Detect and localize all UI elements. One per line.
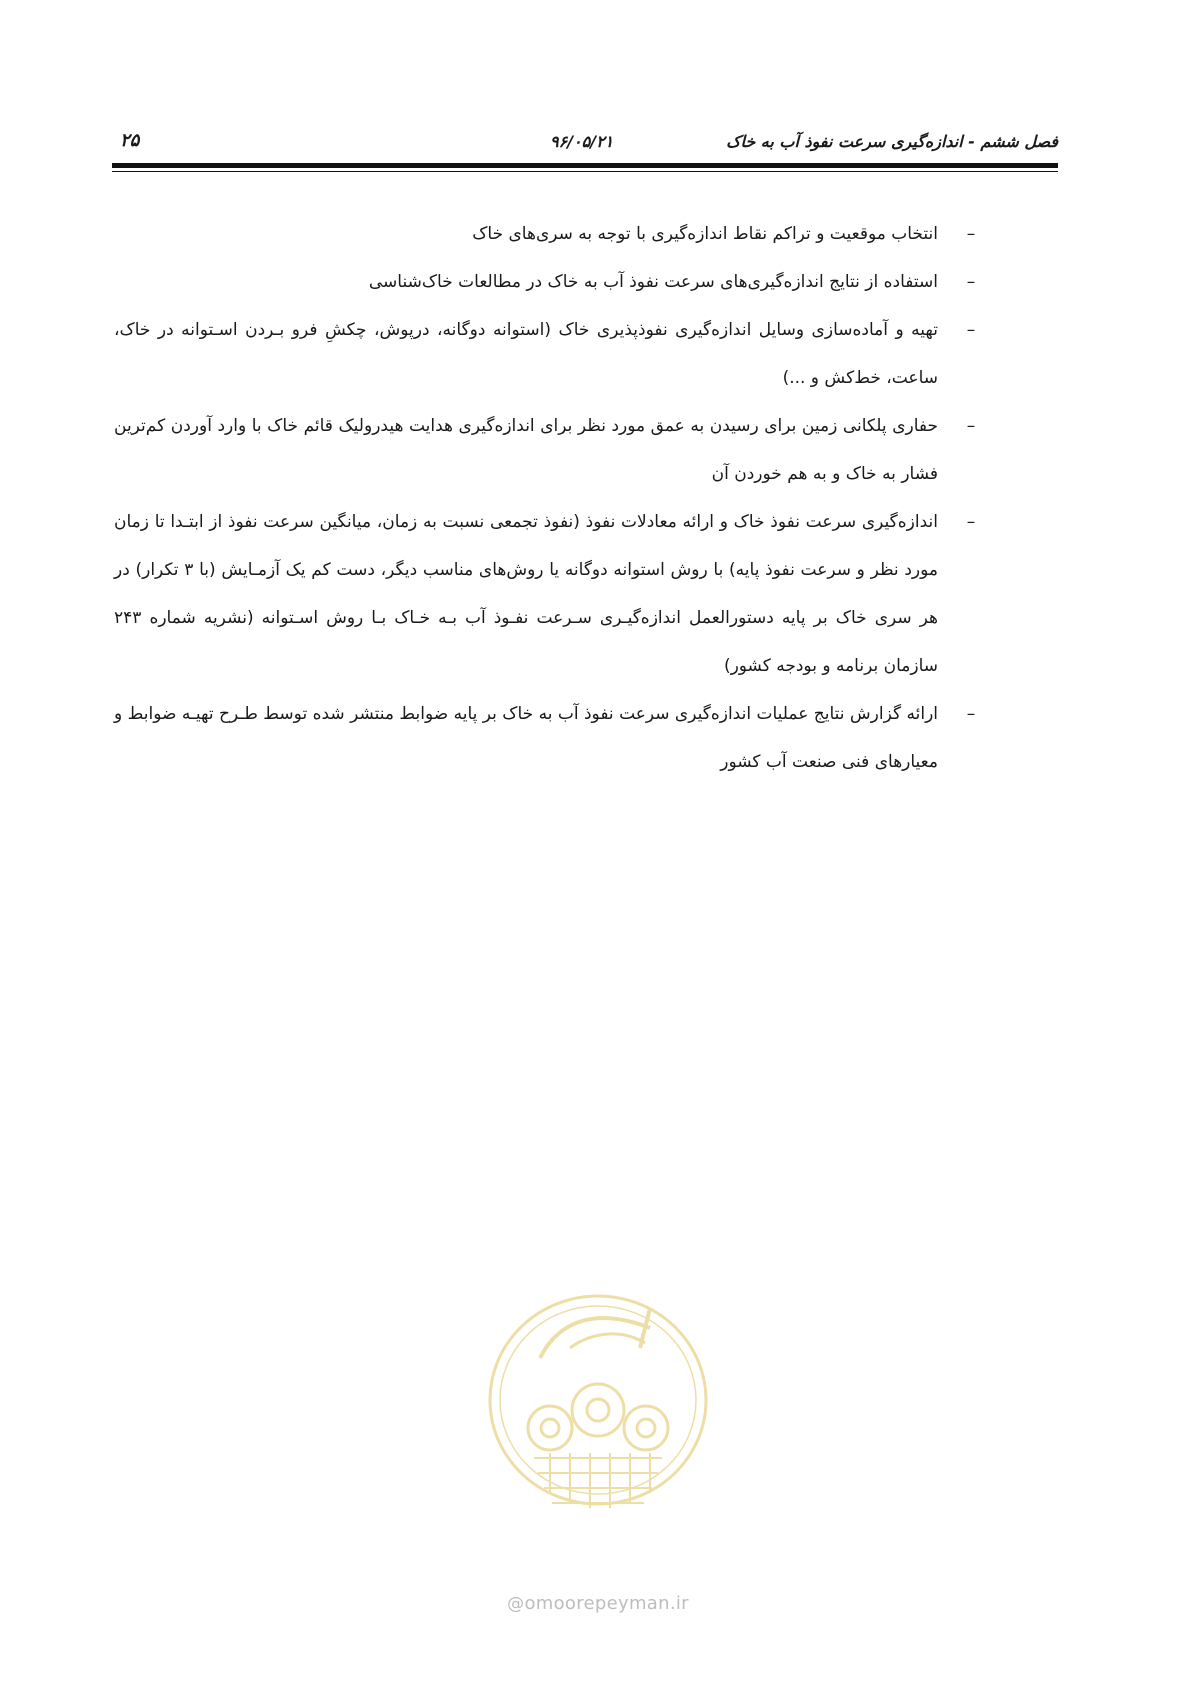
header-rule-thick xyxy=(112,163,1058,168)
watermark-seal-icon xyxy=(480,1288,716,1588)
list-item-text: استفاده از نتایج اندازه‌گیری‌های سرعت نفوذ آب به خاک در مطالعات خاک‌شناسی xyxy=(368,272,938,292)
list-item-text: اندازه‌گیری سرعت نفوذ خاک و ارائه معادلات نفوذ (نفوذ تجمعی نسبت به زمان، میانگین سرعت نفوذ از ابتـدا تا زمان مورد نظر و سرعت نفوذ پایه) با روش استوانه دوگانه یا روش‌های مناسب دیگر، دست کم یک آزمـایش (با ۳ تکرار) در هر سری خاک بر پایه دستورالعمل اندازه‌گیـری سـرعت نفـوذ آب بـه خـاک بـا روش اسـتوانه (نشریه شماره ۲۴۳ سازمان برنامه و بودجه کشور) xyxy=(114,512,938,676)
watermark-logo xyxy=(480,1288,716,1588)
body-content xyxy=(114,210,990,786)
chapter-title: فصل ششم - اندازه‌گیری سرعت نفوذ آب به خاک xyxy=(726,132,1058,151)
list-item xyxy=(114,258,990,306)
page-number: ۲۵ xyxy=(120,130,140,151)
list-item-text: تهیه و آماده‌سازی وسایل اندازه‌گیری نفوذپذیری خاک (استوانه دوگانه، درپوش، چکشِ فرو بـردن اسـتوانه در خاک، ساعت، خط‌کش و ...) xyxy=(114,320,938,388)
dash-bullet: – xyxy=(966,320,976,340)
watermark-url: @omoorepeyman.ir xyxy=(507,1593,689,1614)
dash-bullet: – xyxy=(966,416,976,436)
list-item-text: حفاری پلکانی زمین برای رسیدن به عمق مورد نظر برای اندازه‌گیری هدایت هیدرولیک قائم خاک با وارد آوردن کم‌ترین فشار به خاک و به هم خوردن آن xyxy=(114,416,938,484)
header-rule-thin xyxy=(112,171,1058,172)
list-item xyxy=(114,690,990,786)
list-item xyxy=(114,210,990,258)
header-date: ۹۶/۰۵/۲۱ xyxy=(550,132,614,151)
list-item xyxy=(114,498,990,690)
dash-bullet: – xyxy=(966,512,976,532)
list-item xyxy=(114,306,990,402)
list-item-text: انتخاب موقعیت و تراکم نقاط اندازه‌گیری با توجه به سری‌های خاک xyxy=(472,224,938,244)
list-item-text: ارائه گزارش نتایج عملیات اندازه‌گیری سرعت نفوذ آب به خاک بر پایه ضوابط منتشر شده توسط طـرح تهیـه ضوابط و معیارهای فنی صنعت آب کشور xyxy=(114,704,938,772)
page-header xyxy=(112,126,1058,156)
dash-bullet: – xyxy=(966,224,976,244)
dash-bullet: – xyxy=(966,704,976,724)
at-icon: @ xyxy=(507,1594,525,1614)
dash-bullet: – xyxy=(966,272,976,292)
list-item xyxy=(114,402,990,498)
bullet-list xyxy=(114,210,990,786)
